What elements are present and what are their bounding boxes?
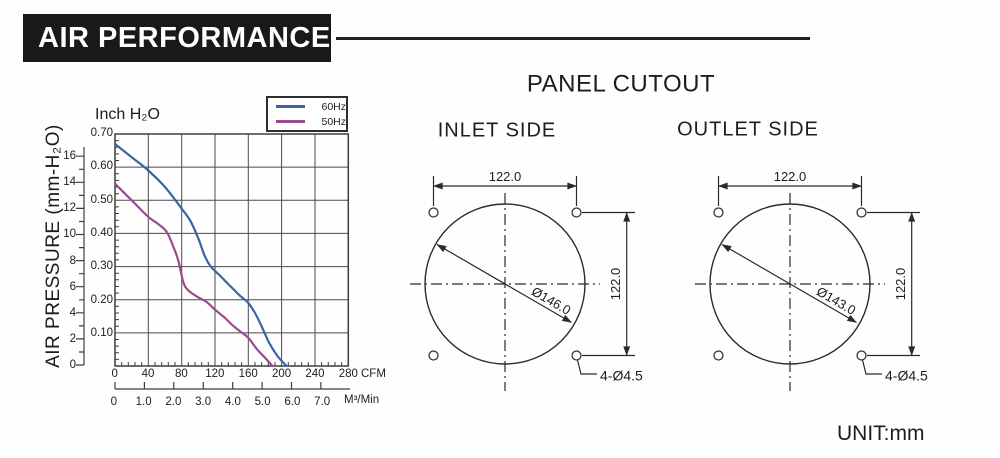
page-title: AIR PERFORMANCE	[23, 14, 331, 62]
inlet-side-title: INLET SIDE	[437, 119, 557, 142]
tick-label: 10	[63, 228, 76, 241]
60hz-line-swatch	[276, 105, 305, 108]
tick-label: 12	[63, 202, 76, 215]
tick-label: 120	[205, 368, 225, 380]
outlet-cutout-drawing	[695, 176, 920, 391]
tick-label: 7.0	[314, 396, 331, 408]
outlet-side-title: OUTLET SIDE	[677, 118, 819, 141]
inlet-width-dimension: 122.0	[488, 169, 522, 185]
panel-cutout-title: PANEL CUTOUT	[526, 70, 716, 98]
tick-label: 40	[141, 368, 155, 380]
tick-label: 4.0	[224, 396, 241, 408]
m3min-unit-label: M³/Min	[344, 394, 380, 406]
tick-label: 200	[271, 368, 292, 380]
tick-label: 0.40	[90, 226, 113, 239]
inch-scale-label: Inch H₂O	[95, 106, 160, 123]
tick-label: 6.0	[284, 396, 301, 408]
inlet-diameter-dimension: Ø146.0	[528, 283, 574, 318]
outlet-width-dimension: 122.0	[773, 169, 807, 185]
tick-label: 0	[69, 359, 76, 371]
cfm-unit-label: CFM	[361, 368, 386, 380]
inch-tick-labels	[80, 127, 113, 339]
tick-label: 4	[69, 306, 76, 319]
legend-row-50hz	[268, 115, 346, 128]
tick-label: 0.60	[90, 160, 113, 173]
inlet-holes-note: 4-Ø4.5	[600, 367, 643, 384]
tick-label: 280	[338, 368, 358, 380]
tick-label: 0.50	[90, 193, 113, 206]
tick-label: 80	[175, 368, 188, 380]
tick-label: 0.10	[90, 326, 113, 339]
tick-label: 5.0	[254, 396, 271, 408]
inlet-height-dimension: 122.0	[608, 267, 624, 301]
tick-label: 0	[111, 368, 118, 380]
tick-label: 0.20	[90, 293, 113, 306]
tick-label: 6	[69, 280, 76, 293]
chart-legend	[266, 96, 348, 132]
mm-tick-labels	[56, 150, 76, 371]
50hz-line-swatch	[276, 120, 305, 123]
cfm-tick-labels	[98, 368, 365, 380]
inlet-cutout-drawing	[410, 176, 635, 391]
tick-label: 0.30	[90, 260, 113, 273]
pressure-axis-label: AIR PRESSURE (mm-H₂O)	[43, 124, 65, 368]
outlet-diameter-dimension: Ø143.0	[813, 283, 859, 318]
legend-row-60hz	[268, 100, 346, 113]
tick-label: 8	[69, 254, 76, 267]
legend-label: 60Hz	[321, 100, 346, 113]
unit-note: UNIT:mm	[837, 421, 925, 445]
tick-label: 0.70	[90, 127, 113, 139]
tick-label: 1.0	[135, 396, 152, 408]
outlet-holes-note: 4-Ø4.5	[885, 367, 928, 384]
tick-label: 2.0	[165, 396, 182, 408]
m3min-tick-labels	[99, 396, 337, 408]
tick-label: 3.0	[195, 396, 212, 408]
legend-label: 50Hz	[321, 115, 346, 128]
tick-label: 0	[110, 396, 118, 408]
tick-label: 14	[63, 176, 76, 189]
tick-label: 240	[305, 368, 325, 380]
chart-grid	[76, 134, 350, 389]
tick-label: 16	[63, 150, 76, 162]
tick-label: 160	[238, 368, 258, 380]
tick-label: 2	[69, 332, 76, 345]
outlet-height-dimension: 122.0	[893, 267, 909, 301]
